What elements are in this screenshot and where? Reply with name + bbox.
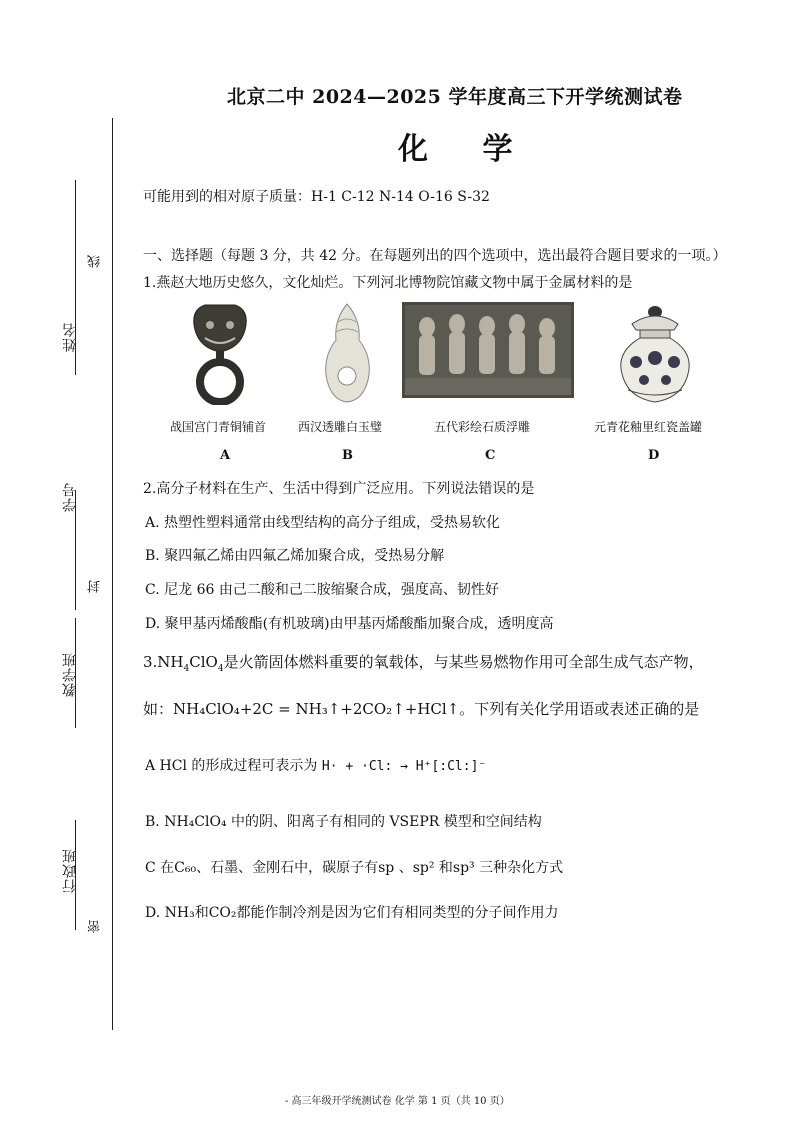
q1-letter-b: B bbox=[342, 448, 353, 463]
section-heading: 一、选择题（每题 3 分，共 42 分。在每题列出的四个选项中，选出最符合题目要求的一项。） bbox=[143, 248, 727, 264]
q1-caption-a: 战国宫门青铜铺首 bbox=[170, 420, 267, 434]
q2-option-c: C. 尼龙 66 由己二酸和己二胺缩聚合成，强度高、韧性好 bbox=[145, 582, 499, 598]
bronze-knocker-image bbox=[185, 300, 255, 405]
q1-caption-d: 元青花釉里红瓷盖罐 bbox=[594, 420, 703, 434]
teaching-class-label: 教学班 bbox=[62, 652, 78, 697]
student-id-label: 学号 bbox=[62, 482, 78, 512]
q2-option-b: B. 聚四氟乙烯由四氟乙烯加聚合成，受热易分解 bbox=[145, 548, 445, 564]
q3-stem-prefix: 如： bbox=[143, 700, 174, 718]
jade-bi-image bbox=[320, 300, 375, 405]
name-label: 姓名 bbox=[62, 322, 78, 352]
q3-stem-sub1: 4 bbox=[183, 664, 190, 674]
admin-class-label: 行政班 bbox=[62, 848, 78, 893]
q1-letter-a: A bbox=[220, 448, 231, 463]
q3-stem-text: 是火箭固体燃料重要的氧载体，与某些易燃物作用可全部生成气态产物， bbox=[223, 653, 704, 671]
q1-letter-c: C bbox=[485, 448, 496, 463]
page-footer: - 高三年级开学统测试卷 化学 第 1 页（共 10 页） bbox=[285, 1096, 510, 1107]
q3-option-b: B. NH₄ClO₄ 中的阴、阳离子有相同的 VSEPR 模型和空间结构 bbox=[145, 814, 542, 830]
q2-stem: 2.高分子材料在生产、生活中得到广泛应用。下列说法错误的是 bbox=[143, 481, 535, 497]
q3-equation: NH₄ClO₄+2C = NH₃↑+2CO₂↑+HCl↑ bbox=[173, 700, 460, 718]
q3-option-a-formula: H· + ·Cl: → H⁺[:Cl:]⁻ bbox=[321, 759, 487, 774]
seal-secret-mark: 密 bbox=[88, 920, 103, 933]
q3-stem-clo: ClO bbox=[189, 653, 218, 671]
stone-relief-image bbox=[402, 302, 574, 398]
q3-stem-nh: 3.NH bbox=[143, 653, 184, 671]
q3-stem-question: 。下列有关化学用语或表述正确的是 bbox=[459, 700, 700, 718]
q3-stem-line1 bbox=[143, 655, 704, 674]
seal-line-mark: 线 bbox=[88, 255, 103, 268]
q1-stem: 1.燕赵大地历史悠久，文化灿烂。下列河北博物院馆藏文物中属于金属材料的是 bbox=[143, 275, 633, 291]
porcelain-jar-image bbox=[614, 300, 696, 408]
q3-stem-line2 bbox=[143, 702, 699, 717]
binding-line bbox=[112, 118, 113, 1030]
q2-option-a: A. 热塑性塑料通常由线型结构的高分子组成，受热易软化 bbox=[145, 515, 501, 531]
q1-letter-d: D bbox=[648, 448, 660, 463]
q1-caption-c: 五代彩绘石质浮雕 bbox=[434, 420, 531, 434]
seal-seal-mark: 封 bbox=[88, 580, 103, 593]
q3-stem-sub2: 4 bbox=[217, 664, 224, 674]
atomic-masses: 可能用到的相对原子质量：H-1 C-12 N-14 O-16 S-32 bbox=[143, 189, 490, 205]
q3-option-a bbox=[145, 759, 486, 773]
subject-title: 化 学 bbox=[398, 132, 535, 167]
q3-option-a-text: A HCl 的形成过程可表示为 bbox=[145, 758, 318, 774]
q2-option-d: D. 聚甲基丙烯酸酯(有机玻璃)由甲基丙烯酸酯加聚合成，透明度高 bbox=[145, 616, 554, 632]
q3-option-d: D. NH₃和CO₂都能作制冷剂是因为它们有相同类型的分子间作用力 bbox=[145, 905, 559, 921]
exam-title: 北京二中 2024—2025 学年度高三下开学统测试卷 bbox=[227, 86, 683, 108]
q1-caption-b: 西汉透雕白玉璧 bbox=[298, 420, 383, 434]
q3-option-c: C 在C₆₀、石墨、金刚石中，碳原子有sp 、sp² 和sp³ 三种杂化方式 bbox=[145, 860, 564, 876]
